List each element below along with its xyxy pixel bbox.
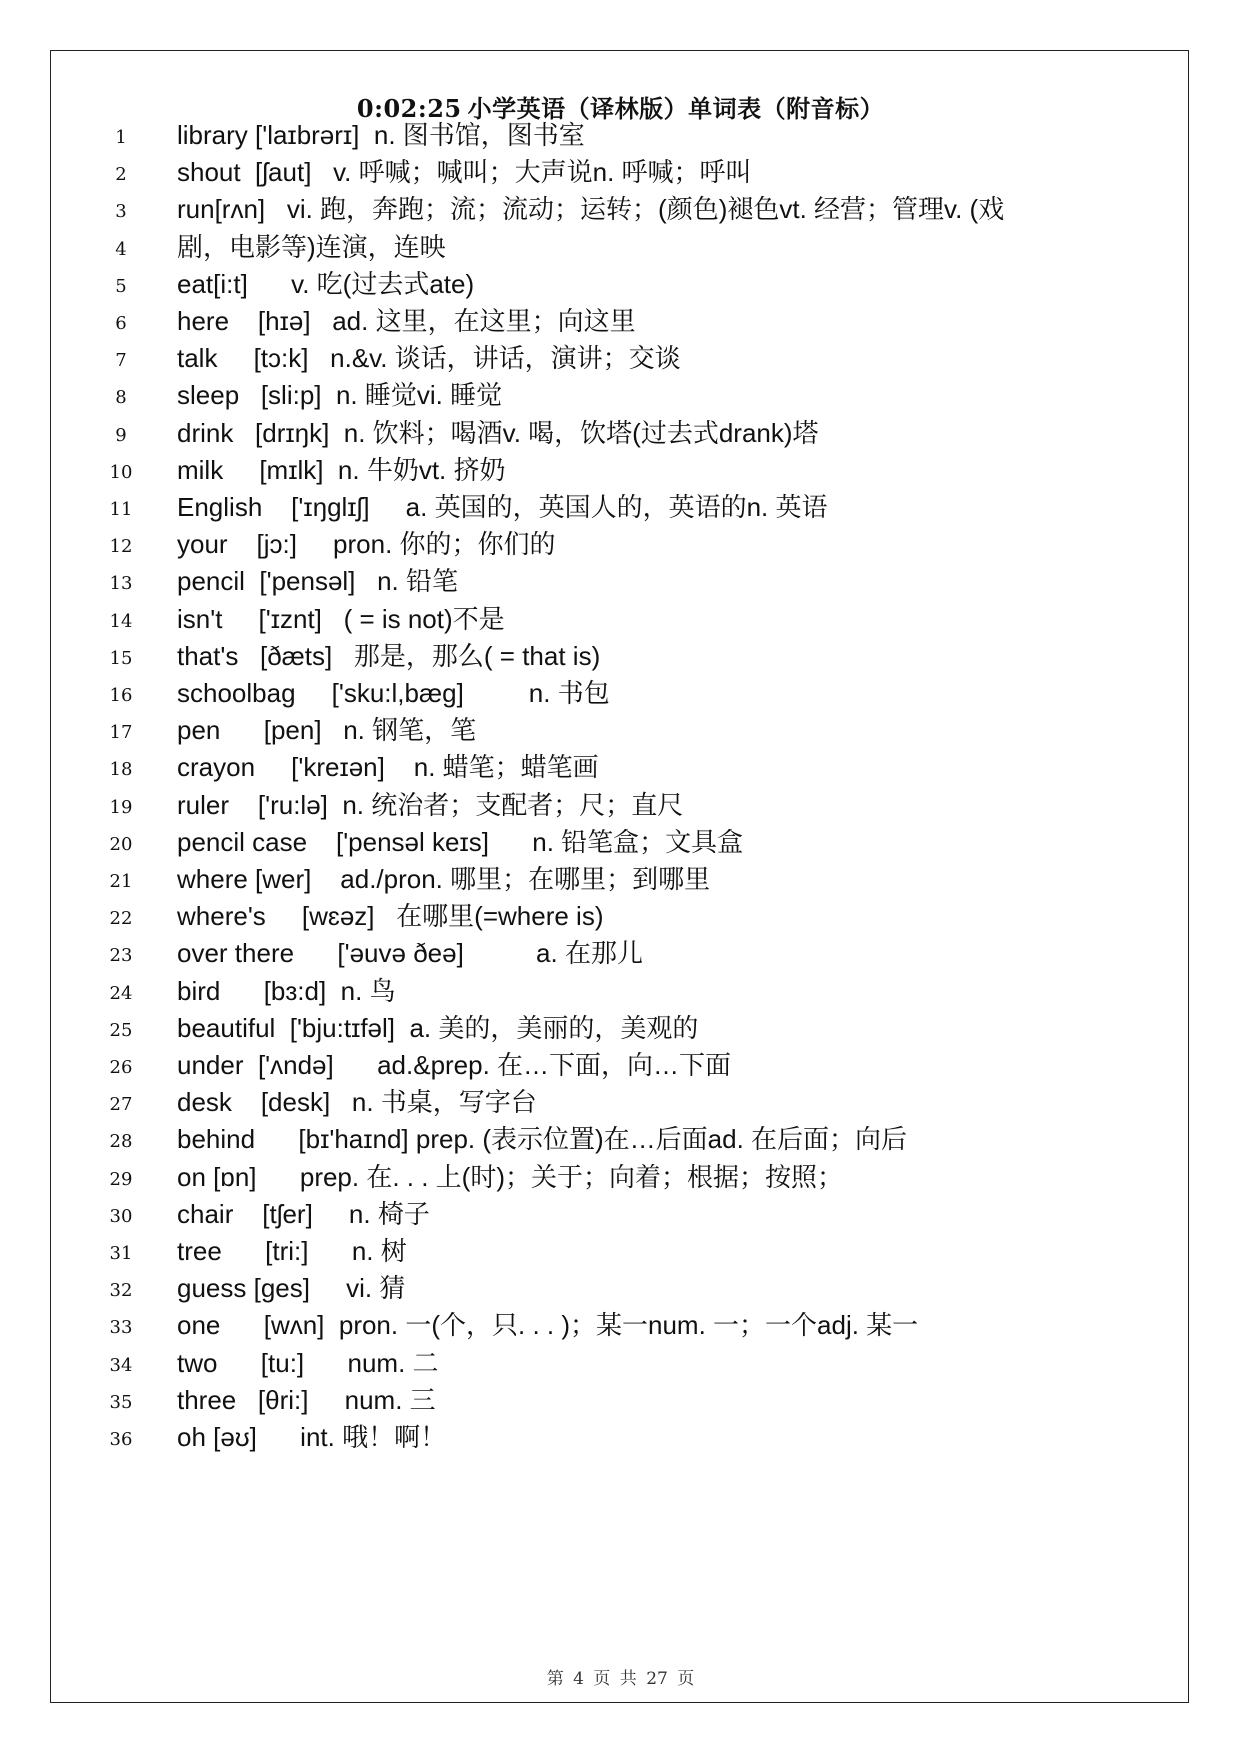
vocab-row	[0, 118, 1241, 158]
line-number: 15	[109, 647, 133, 669]
vocab-row	[0, 1383, 1241, 1423]
vocab-row	[0, 192, 1241, 232]
line-number: 24	[109, 982, 133, 1004]
line-number: 23	[109, 945, 133, 967]
vocab-row	[0, 713, 1241, 753]
vocab-entry: chair [tʃer] n. 椅子	[177, 1198, 430, 1229]
line-number: 33	[109, 1317, 133, 1339]
vocab-entry: pen [pen] n. 钢笔，笔	[177, 715, 477, 746]
line-number: 30	[109, 1205, 133, 1227]
line-number: 7	[115, 350, 127, 372]
vocab-entry: eat[i:t] v. 吃(过去式ate)	[177, 268, 475, 299]
line-number: 32	[109, 1280, 133, 1302]
line-number: 36	[109, 1429, 133, 1450]
vocab-entry: under ['ʌndə] ad.&prep. 在…下面，向…下面	[177, 1050, 732, 1080]
vocab-entry: pencil case ['pensəl keɪs] n. 铅笔盒；文具盒	[177, 826, 744, 857]
line-number: 34	[109, 1354, 133, 1376]
vocab-row	[0, 1271, 1241, 1311]
line-number: 20	[109, 833, 133, 855]
vocab-entry: three [θri:] num. 三	[177, 1384, 436, 1415]
line-number: 25	[109, 1019, 133, 1041]
line-number: 3	[115, 201, 127, 223]
vocab-entry: schoolbag ['sku:l,bæg] n. 书包	[177, 678, 610, 708]
vocab-entry: 剧，电影等)连演，连映	[177, 231, 446, 262]
line-number: 28	[109, 1131, 133, 1153]
vocab-row	[0, 936, 1241, 976]
vocab-row	[0, 1197, 1241, 1237]
vocab-entry: two [tu:] num. 二	[177, 1347, 439, 1378]
vocab-row	[0, 974, 1241, 1014]
vocab-entry: library ['laɪbrərɪ] n. 图书馆，图书室	[177, 120, 585, 150]
vocab-entry: run[rʌn] vi. 跑，奔跑；流；流动；运转；(颜色)褪色vt. 经营；管理v. (戏	[177, 194, 1005, 225]
vocab-row	[0, 1234, 1241, 1274]
line-number: 17	[109, 722, 133, 744]
vocab-row	[0, 564, 1241, 604]
vocab-row	[0, 341, 1241, 381]
vocab-row	[0, 155, 1241, 195]
vocab-entry: isn't ['ɪznt] ( = is not)不是	[177, 603, 505, 634]
vocab-row	[0, 788, 1241, 828]
vocab-row	[0, 862, 1241, 902]
vocab-entry: your [jɔ:] pron. 你的；你们的	[177, 529, 556, 560]
vocab-row	[0, 1420, 1241, 1460]
vocab-row	[0, 453, 1241, 493]
vocab-row	[0, 304, 1241, 344]
line-number: 4	[115, 238, 127, 260]
vocab-row	[0, 899, 1241, 939]
vocab-entry: shout [ʃaut] v. 呼喊；喊叫；大声说n. 呼喊；呼叫	[177, 157, 752, 188]
line-number: 26	[109, 1057, 133, 1078]
line-number: 16	[109, 685, 133, 706]
vocab-row	[0, 1048, 1241, 1088]
vocab-entry: pencil ['pensəl] n. 铅笔	[177, 566, 458, 597]
vocab-entry: where [wer] ad./pron. 哪里；在哪里；到哪里	[177, 864, 711, 894]
line-number: 11	[109, 499, 133, 520]
vocab-entry: desk [desk] n. 书桌，写字台	[177, 1087, 537, 1118]
vocab-entry: one [wʌn] pron. 一(个，只. . . )；某一num. 一；一个adj. 某一	[177, 1310, 919, 1341]
vocab-row	[0, 1160, 1241, 1200]
vocab-entry: beautiful ['bju:tɪfəl] a. 美的，美丽的，美观的	[177, 1012, 699, 1043]
line-number: 6	[115, 313, 127, 334]
line-number: 13	[109, 573, 133, 595]
vocab-entry: tree [tri:] n. 树	[177, 1236, 407, 1266]
line-number: 31	[109, 1243, 133, 1264]
vocab-row	[0, 230, 1241, 270]
vocab-entry: English ['ɪŋglɪʃ] a. 英国的，英国人的，英语的n. 英语	[177, 492, 828, 522]
vocab-entry: sleep [sli:p] n. 睡觉vi. 睡觉	[177, 380, 503, 411]
vocab-entry: milk [mɪlk] n. 牛奶vt. 挤奶	[177, 454, 506, 485]
vocab-row	[0, 1011, 1241, 1051]
vocab-row	[0, 1308, 1241, 1348]
line-number: 10	[109, 461, 133, 483]
line-number: 14	[109, 610, 133, 632]
vocab-entry: where's [wɛəz] 在哪里(=where is)	[177, 901, 604, 932]
vocab-entry: on [ɒn] prep. 在. . . 上(时)；关于；向着；根据；按照；	[177, 1161, 843, 1192]
line-number: 18	[109, 759, 133, 781]
vocab-entry: over there ['əuvə ðeə] a. 在那儿	[177, 938, 643, 969]
line-number: 8	[115, 387, 127, 409]
line-number: 27	[109, 1094, 133, 1116]
vocab-entry: behind [bɪ'haɪnd] prep. (表示位置)在…后面ad. 在后面；向后	[177, 1124, 908, 1155]
vocab-row	[0, 416, 1241, 456]
line-number: 5	[115, 275, 127, 297]
vocab-row	[0, 1346, 1241, 1386]
line-number: 1	[115, 127, 127, 148]
page-footer: 第 4 页 共 27 页	[546, 1669, 695, 1689]
line-number: 21	[109, 871, 133, 892]
vocab-entry: drink [drɪŋk] n. 饮料；喝酒v. 喝，饮塔(过去式drank)塔	[177, 417, 819, 448]
title-time: 0:02:25	[356, 94, 462, 123]
vocab-row	[0, 639, 1241, 679]
vocab-entry: oh [əʊ] int. 哦！啊！	[177, 1422, 447, 1452]
vocab-row	[0, 378, 1241, 418]
vocab-row	[0, 490, 1241, 530]
title-text: 小学英语（译林版）单词表（附音标）	[467, 94, 885, 123]
vocab-entry: here [hɪə] ad. 这里，在这里；向这里	[177, 306, 636, 336]
vocab-row	[0, 1085, 1241, 1125]
vocab-row	[0, 527, 1241, 567]
vocab-entry: crayon ['kreɪən] n. 蜡笔；蜡笔画	[177, 752, 599, 783]
vocab-row	[0, 267, 1241, 307]
vocab-entry: bird [bɜ:d] n. 鸟	[177, 975, 396, 1006]
vocab-entry: that's [ðæts] 那是，那么( = that is)	[177, 640, 601, 671]
line-number: 2	[115, 164, 127, 186]
vocab-row	[0, 825, 1241, 865]
line-number: 29	[109, 1168, 133, 1190]
line-number: 9	[115, 424, 127, 446]
vocab-row	[0, 602, 1241, 642]
vocab-row	[0, 1122, 1241, 1162]
vocab-entry: guess [ges] vi. 猜	[177, 1273, 406, 1304]
vocab-row	[0, 750, 1241, 790]
vocab-entry: ruler ['ru:lə] n. 统治者；支配者；尺；直尺	[177, 789, 684, 820]
line-number: 19	[109, 796, 133, 818]
line-number: 22	[109, 908, 133, 930]
vocab-entry: talk [tɔ:k] n.&v. 谈话，讲话，演讲；交谈	[177, 343, 681, 374]
line-number: 35	[109, 1391, 133, 1413]
line-number: 12	[109, 536, 133, 558]
vocab-row	[0, 676, 1241, 716]
